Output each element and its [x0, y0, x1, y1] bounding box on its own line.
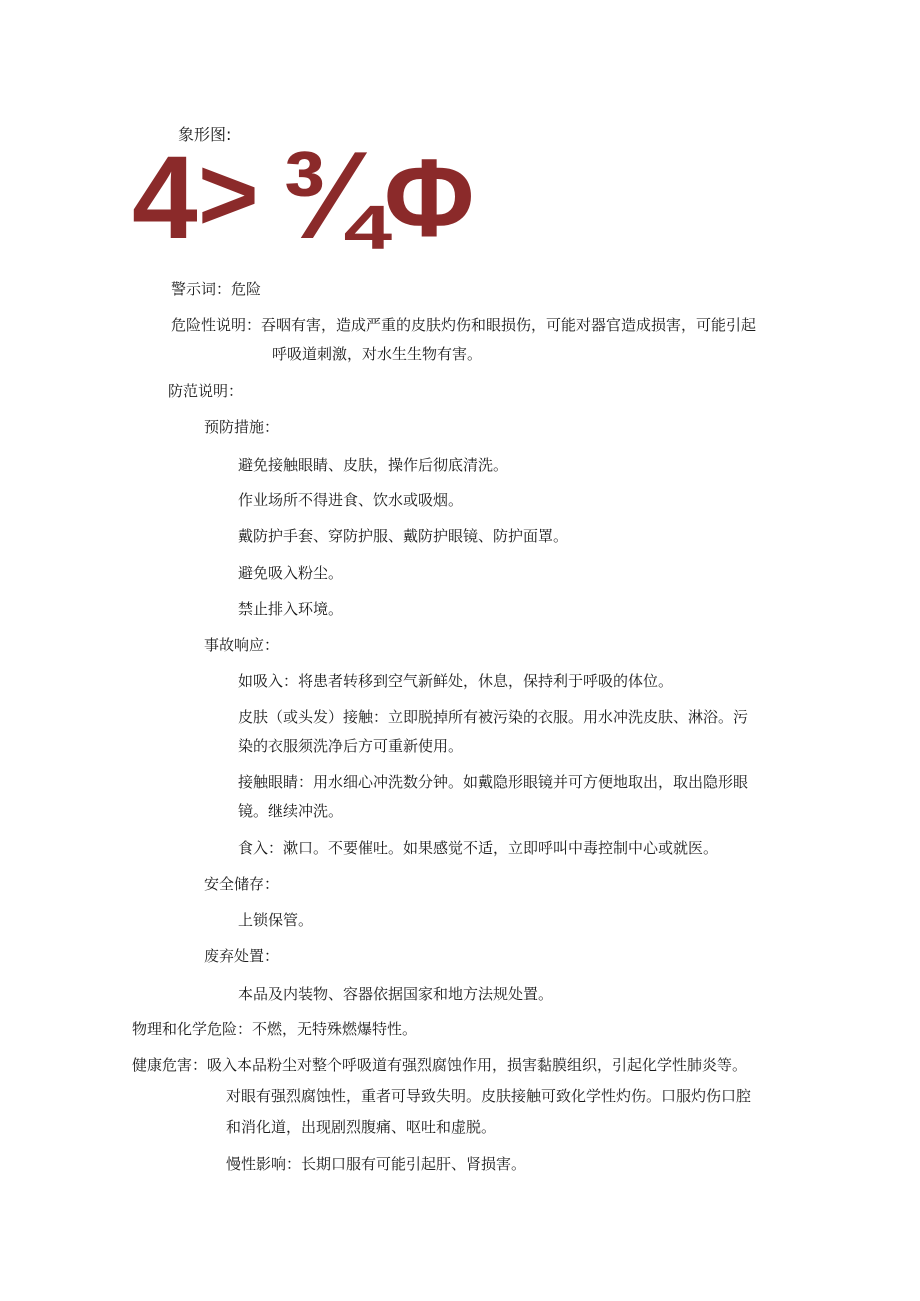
health-hazard-chronic: 慢性影响：长期口服有可能引起肝、肾损害。	[226, 1155, 527, 1173]
storage-title: 安全储存：	[204, 875, 280, 893]
disposal-title: 废弃处置：	[204, 947, 280, 965]
pictogram-symbol-4: 4	[132, 132, 198, 250]
prevention-item: 作业场所不得进食、饮水或吸烟。	[238, 491, 464, 509]
ghs-pictograms	[132, 130, 502, 250]
response-skin-line-1: 皮肤（或头发）接触：立即脱掉所有被污染的衣服。用水冲洗皮肤、淋浴。污	[238, 708, 749, 726]
pictogram-caption: 象形图:	[178, 125, 232, 144]
storage-item: 上锁保管。	[238, 911, 314, 929]
signal-word: 警示词：危险	[171, 280, 262, 298]
prevention-title: 预防措施：	[204, 418, 280, 436]
health-hazard-line-2: 对眼有强烈腐蚀性，重者可导致失明。皮肤接触可致化学性灼伤。口服灼伤口腔	[226, 1087, 752, 1105]
pictogram-symbol-phi: Φ	[384, 137, 475, 250]
health-hazard-line-1: 健康危害：吸入本品粉尘对整个呼吸道有强烈腐蚀作用，损害黏膜组织，引起化学性肺炎等。	[132, 1056, 748, 1074]
pictogram-symbol-fraction: ¾	[280, 130, 384, 250]
prevention-item: 避免接触眼睛、皮肤，操作后彻底清洗。	[238, 456, 509, 474]
disposal-item: 本品及内装物、容器依据国家和地方法规处置。	[238, 985, 554, 1003]
physical-hazard: 物理和化学危险：不燃，无特殊燃爆特性。	[132, 1020, 418, 1038]
response-skin-line-2: 染的衣服须洗净后方可重新使用。	[238, 737, 464, 755]
health-hazard-line-3: 和消化道，出现剧烈腹痛、呕吐和虚脱。	[226, 1118, 497, 1136]
response-title: 事故响应：	[204, 636, 280, 654]
prevention-item: 禁止排入环境。	[238, 600, 344, 618]
response-ingestion: 食入：漱口。不要催吐。如果感觉不适，立即呼叫中毒控制中心或就医。	[238, 839, 719, 857]
response-inhalation: 如吸入：将患者转移到空气新鲜处，休息，保持利于呼吸的体位。	[238, 672, 674, 690]
prevention-item: 戴防护手套、穿防护服、戴防护眼镜、防护面罩。	[238, 527, 569, 545]
hazard-statement-line-1: 危险性说明：吞咽有害，造成严重的皮肤灼伤和眼损伤，可能对器官造成损害，可能引起	[171, 316, 757, 334]
precaution-title: 防范说明：	[168, 382, 244, 400]
hazard-statement-line-2: 呼吸道刺激，对水生生物有害。	[272, 345, 483, 363]
response-eye-line-1: 接触眼睛：用水细心冲洗数分钟。如戴隐形眼镜并可方便地取出，取出隐形眼	[238, 773, 749, 791]
prevention-item: 避免吸入粉尘。	[238, 564, 344, 582]
response-eye-line-2: 镜。继续冲洗。	[238, 802, 344, 820]
pictogram-symbol-gt: >	[198, 137, 259, 250]
